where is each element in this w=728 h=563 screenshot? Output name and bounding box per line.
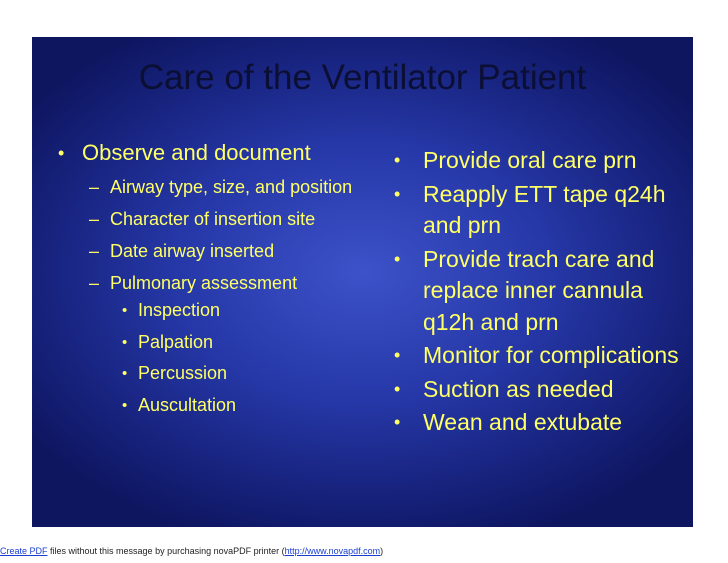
bullet-reapply-ett-tape: • Reapply ETT tape q24h and prn [390, 179, 680, 242]
slide [32, 37, 693, 527]
create-pdf-link[interactable]: Create PDF [0, 546, 48, 556]
sub-sub-bullet-palpation: • Palpation [122, 331, 214, 352]
sub-sub-bullet-percussion: • Percussion [122, 363, 228, 383]
sub-bullet-date-inserted: – Date airway inserted [89, 241, 275, 261]
sub-bullet-airway: – Airway type, size, and position [89, 177, 353, 197]
bullet-suction: • Suction as needed [390, 374, 680, 406]
bullet-wean-extubate: • Wean and extubate [390, 407, 680, 439]
footer-closing-paren: ) [380, 546, 384, 556]
pdf-watermark-footer [0, 546, 383, 556]
left-bullet-list [54, 139, 384, 421]
sub-bullet-insertion-site: – Character of insertion site [89, 209, 316, 229]
footer-text: files without this message by purchasing novaPDF printer ( [47, 546, 285, 556]
bullet-observe-and-document: • Observe and document [54, 139, 384, 167]
novapdf-url-link[interactable]: http://www.novapdf.com [284, 546, 381, 556]
right-bullet-list [390, 145, 680, 441]
bullet-oral-care: • Provide oral care prn [390, 145, 680, 177]
bullet-monitor-complications: • Monitor for complications [390, 340, 680, 372]
sub-sub-bullet-auscultation: • Auscultation [122, 394, 237, 415]
sub-bullet-pulmonary-assessment: – Pulmonary assessment [89, 273, 298, 293]
sub-sub-bullet-inspection: • Inspection [122, 300, 221, 320]
bullet-trach-care: • Provide trach care and replace inner cannula q12h and prn [390, 244, 680, 339]
slide-title: Care of the Ventilator Patient [138, 58, 587, 97]
